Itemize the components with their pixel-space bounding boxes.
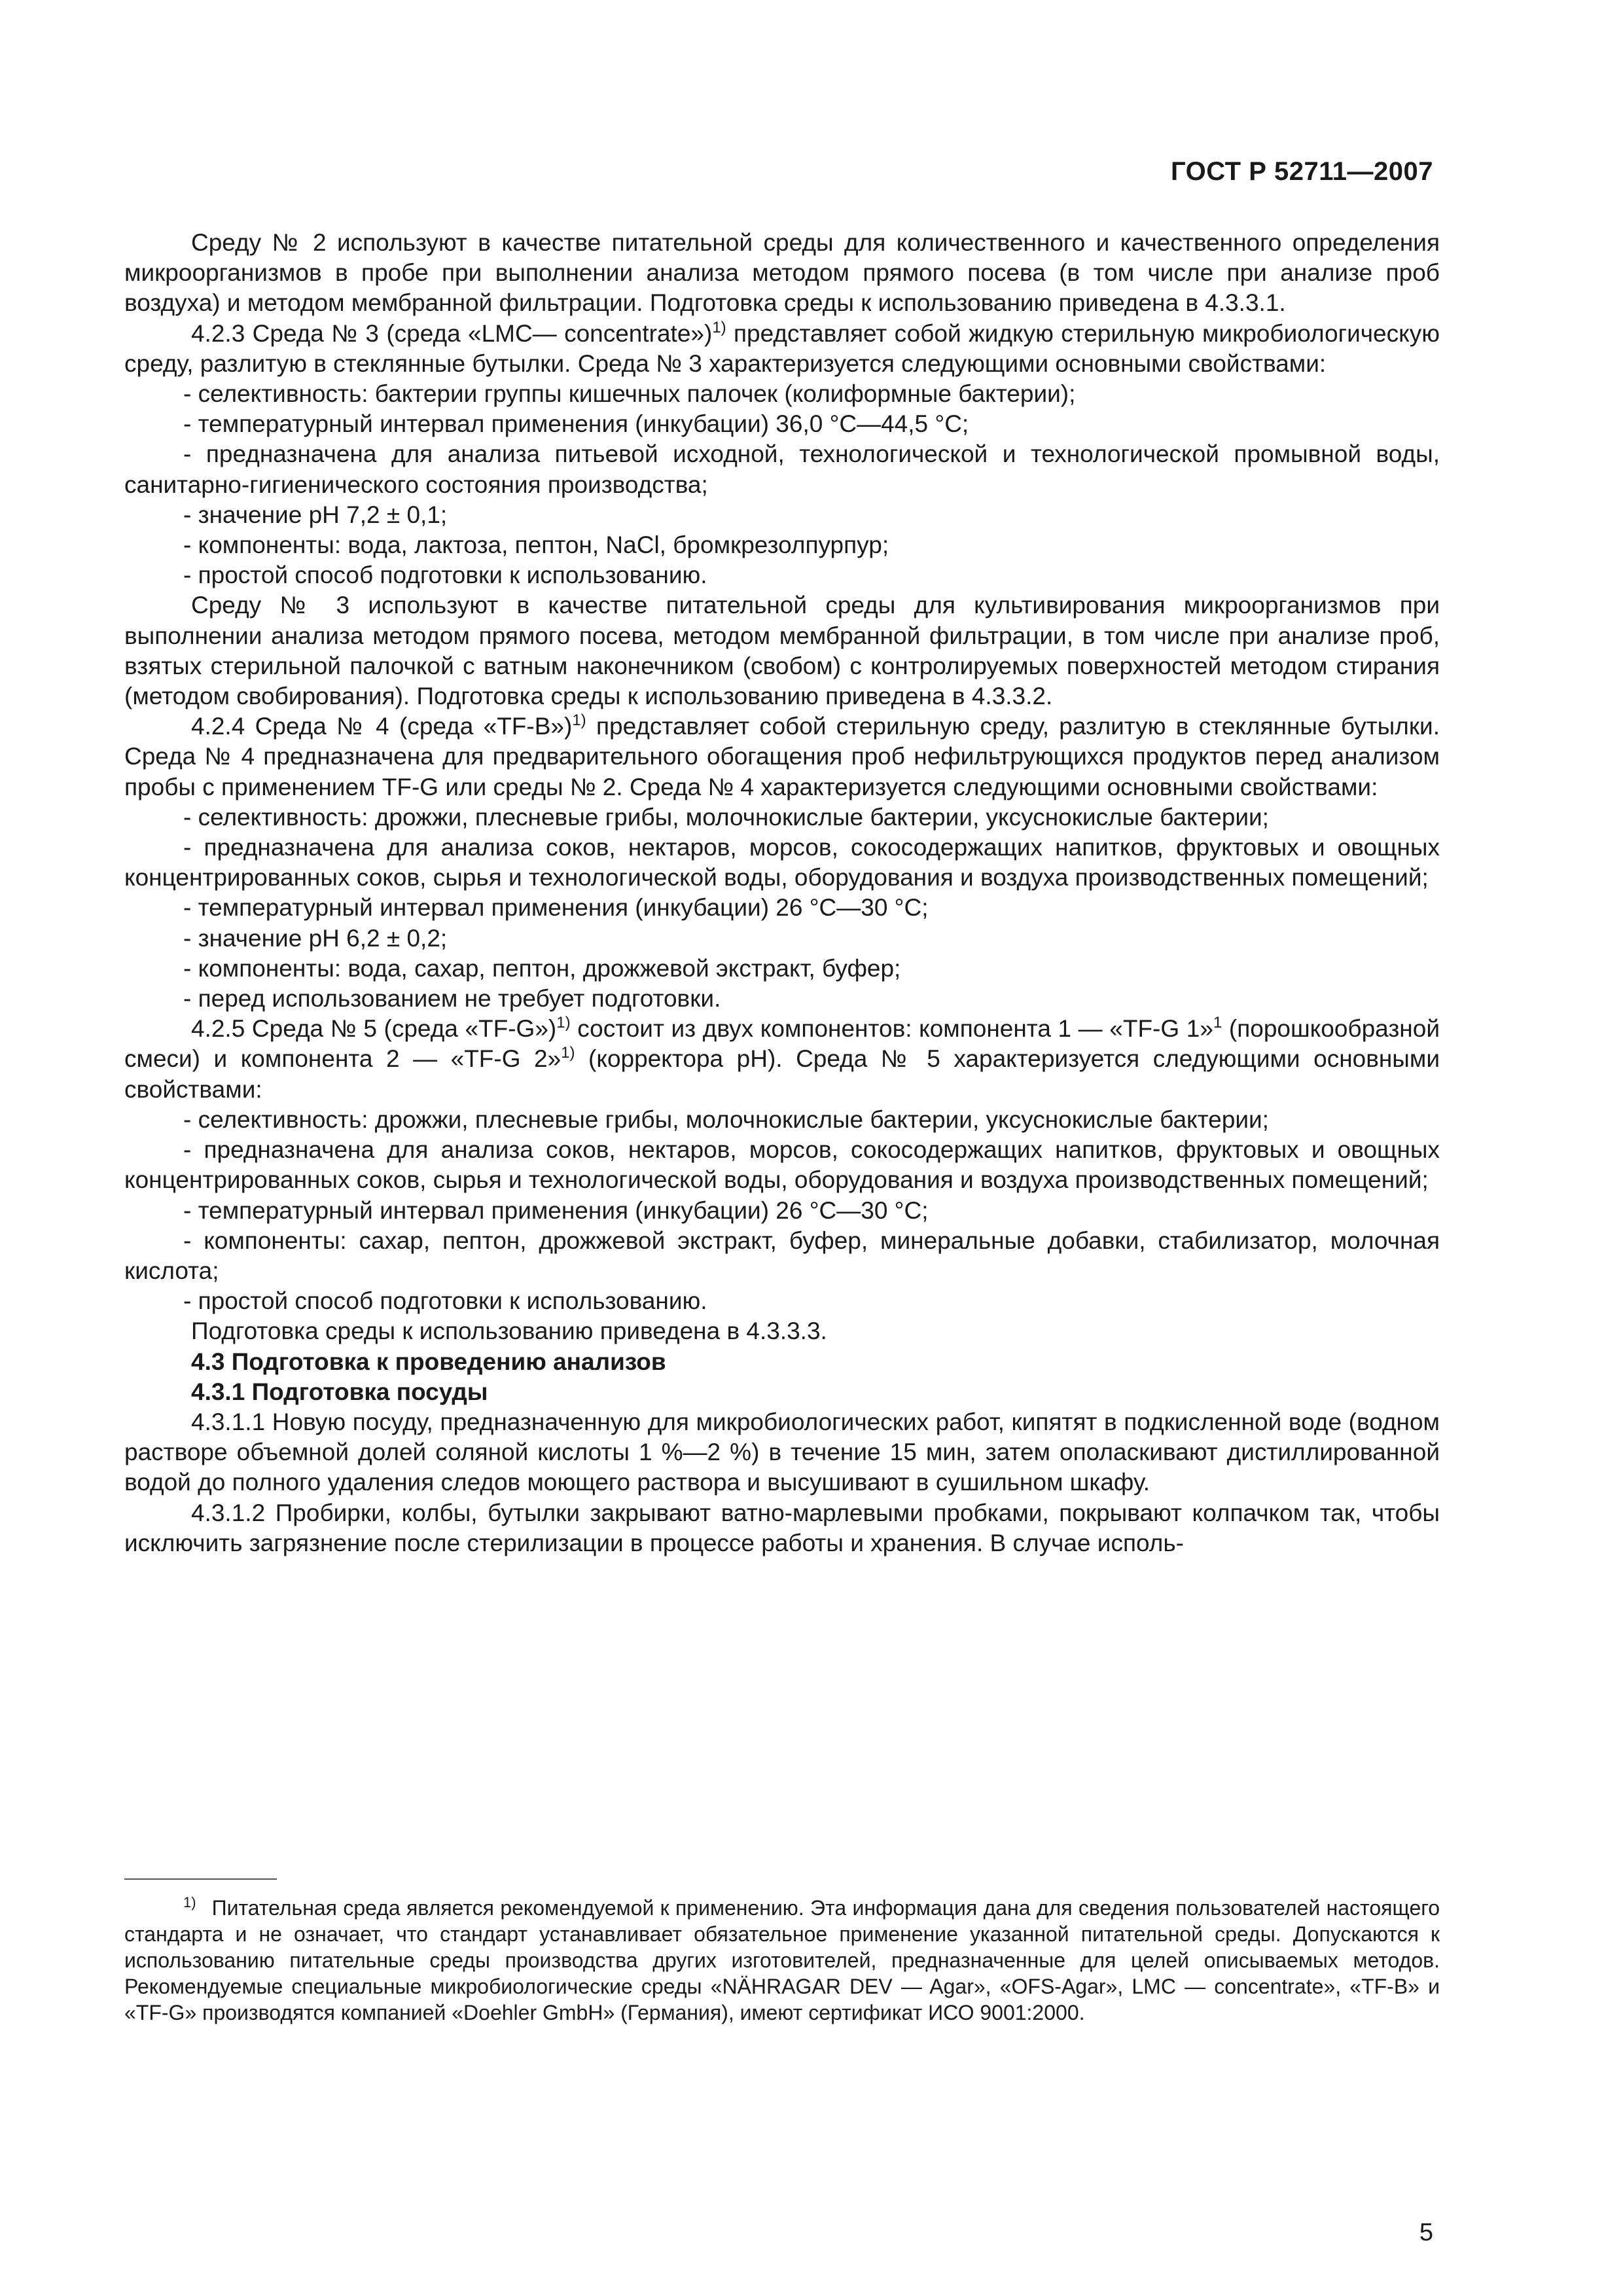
section-heading-4-3-1: 4.3.1 Подготовка посуды: [191, 1378, 488, 1405]
list-item: - температурный интервал применения (инкубации) 26 °С—30 °С;: [183, 1196, 929, 1224]
footnote-ref: 1): [561, 1044, 575, 1062]
footnote-divider: [124, 1878, 277, 1880]
list-item: - значение рН 7,2 ± 0,1;: [183, 501, 448, 528]
list-item: - предназначена для анализа питьевой исходной, технологической и технологической промывной воды, санитарно-гигиенического состояния производства;: [124, 440, 1440, 498]
list-item: - значение рН 6,2 ± 0,2;: [183, 924, 448, 952]
paragraph-4-3-1-2: 4.3.1.2 Пробирки, колбы, бутылки закрывают ватно-марлевыми пробками, покрывают колпачком так, чтобы исключить загрязнение после стерилизации в процессе работы и хранения. В случае исполь-: [124, 1499, 1440, 1556]
list-item: - перед использованием не требует подготовки.: [183, 985, 721, 1013]
paragraph-medium-5-usage: Подготовка среды к использованию приведена в 4.3.3.3.: [191, 1318, 827, 1345]
footnote-ref: 1): [572, 711, 586, 730]
paragraph-medium-2-usage: Среду № 2 используют в качестве питательной среды для количественного и качественного определения микроорганизмов в пробе при выполнении анализа методом прямого посева (в том числе при анализе проб воздуха) и методом мембранной фильтрации. Подготовка среды к использованию приведена в 4.3.3.1.: [124, 229, 1440, 317]
footnote-marker: 1): [183, 1894, 196, 1910]
paragraph-4-2-3: 4.2.3 Среда № 3 (среда «LMC— concentrate»)$^{1)}$ представляет собой жидкую стерильную микробиологическую среду, разлитую в стеклянные бутылки. Среда № 3 характеризуется следующими основными свойствами:: [124, 318, 1440, 377]
list-item: - компоненты: вода, лактоза, пептон, NaCl, бромкрезолпурпур;: [183, 531, 889, 559]
paragraph-4-3-1-1: 4.3.1.1 Новую посуду, предназначенную для микробиологических работ, кипятят в подкисленной воде (водном растворе объемной долей соляной кислоты 1 %—2 %) в течение 15 мин, затем ополаскивают дистиллированной водой до полного удаления следов моющего раствора и высушивают в сушильном шкафу.: [124, 1408, 1440, 1496]
footnote-ref-plain: 1: [1213, 1014, 1222, 1032]
list-item: - предназначена для анализа соков, нектаров, морсов, сокосодержащих напитков, фруктовых и овощных концентрированных соков, сырья и технологической воды, оборудования и воздуха производственных помещений;: [124, 834, 1440, 891]
footnote-1: $^{1)}$ Питательная среда является рекомендуемой к применению. Эта информация дана для сведения пользователей настоящего стандарта и не означает, что стандарт устанавливает обязательное применение указанной питательной среды. Допускаются к использованию питательные среды производства других изготовителей, предназначенные для целей описываемых методов. Рекомендуемые специальные микробиологические среды «NÄHRAGAR DEV — Agar», «OFS-Agar», LMC — concentrate», «TF-B» и «TF-G» производятся компанией «Doehler GmbH» (Германия), имеют сертификат ИСО 9001:2000.: [124, 1894, 1440, 2024]
paragraph-4-2-4: 4.2.4 Среда № 4 (среда «TF-B»)$^{1)}$ представляет собой стерильную среду, разлитую в стеклянные бутылки. Среда № 4 предназначена для предварительного обогащения проб нефильтрующихся продуктов перед анализом пробы с применением TF-G или среды № 2. Среда № 4 характеризуется следующими основными свойствами:: [124, 711, 1440, 800]
list-item: - простой способ подготовки к использованию.: [183, 562, 707, 589]
list-item: - простой способ подготовки к использованию.: [183, 1287, 707, 1315]
list-item: - температурный интервал применения (инкубации) 26 °С—30 °С;: [183, 894, 929, 922]
paragraph-4-2-5: 4.2.5 Среда № 5 (среда «TF-G»)$^{1)}$ состоит из двух компонентов: компонента 1 — «TF-G 1»$^1$ (порошкообразной смеси) и компонента 2 — «TF-G 2»$^{1)}$ (корректора рН). Среда № 5 характеризуется следующими основными свойствами:: [124, 1014, 1440, 1103]
footnote-ref: 1): [556, 1014, 571, 1032]
paragraph-medium-3-usage: Среду № 3 используют в качестве питательной среды для культивирования микроорганизмов при выполнении анализа методом прямого посева, методом мембранной фильтрации, в том числе при анализе проб, взятых стерильной палочкой с ватным наконечником (свобом) с контролируемых поверхностей методом стирания (методом свобирования). Подготовка среды к использованию приведена в 4.3.3.2.: [124, 592, 1440, 710]
list-item: - компоненты: сахар, пептон, дрожжевой экстракт, буфер, минеральные добавки, стабилизатор, молочная кислота;: [124, 1227, 1440, 1284]
section-heading-4-3: 4.3 Подготовка к проведению анализов: [191, 1348, 666, 1375]
list-item: - селективность: бактерии группы кишечных палочек (колиформные бактерии);: [183, 380, 1076, 408]
footnotes: [124, 1895, 1440, 2026]
list-item: - селективность: дрожжи, плесневые грибы, молочнокислые бактерии, уксуснокислые бактерии;: [183, 803, 1269, 831]
list-item: - селективность: дрожжи, плесневые грибы, молочнокислые бактерии, уксуснокислые бактерии;: [183, 1105, 1269, 1133]
main-text: [124, 228, 1440, 1558]
page-number: 5: [1419, 2219, 1433, 2246]
list-item: - температурный интервал применения (инкубации) 36,0 °С—44,5 °С;: [183, 410, 969, 438]
footnote-ref: 1): [712, 318, 726, 336]
list-item: - предназначена для анализа соков, нектаров, морсов, сокосодержащих напитков, фруктовых и овощных концентрированных соков, сырья и технологической воды, оборудования и воздуха производственных помещений;: [124, 1136, 1440, 1194]
list-item: - компоненты: вода, сахар, пептон, дрожжевой экстракт, буфер;: [183, 954, 901, 982]
standard-designation: ГОСТ Р 52711—2007: [1171, 157, 1433, 186]
